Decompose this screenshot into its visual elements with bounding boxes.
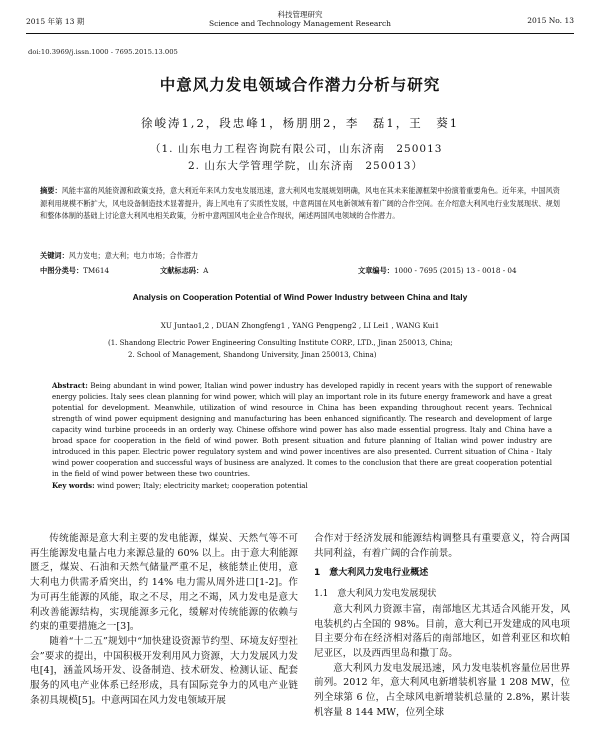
keywords-cn-text: 风力发电；意大利；电力市场；合作潜力 [68, 251, 199, 260]
doc-code-label: 文献标志码： [160, 266, 204, 275]
running-header [26, 8, 574, 32]
body-paragraph: 意大利风力资源丰富，南部地区尤其适合风能开发，风电装机约占全国的 98%。目前，意大利已开发建成的风电项目主要分布在经济相对落后的南部地区，如普利亚区和坎帕尼亚区，以及西西里岛和撒丁岛。 [314, 603, 570, 659]
abstract-en [52, 380, 552, 492]
subsection-heading: 1.1 意大利风力发电发展现状 [314, 589, 437, 600]
body-paragraph: 合作对于经济发展和能源结构调整具有重要意义，符合两国共同利益，有着广阔的合作前景。 [314, 533, 570, 559]
body-paragraph: 意大利风力发电发展迅速，风力发电装机容量位居世界前列。2012 年，意大利风电新增装机容量 1 208 MW，位列全球第 6 位，占全球风电新增装机总量的 2.8%，累计装机容量 8 144 MW，位列全球 [314, 662, 570, 718]
header-rule [26, 33, 574, 34]
keywords-cn-label: 关键词： [40, 251, 69, 260]
abstract-en-text: Being abundant in wind power, Italian wind power industry has developed rapidly in recent years with the support of renewable energy policies. Italy sees clean planning for wind power, which will play an important role in its future energy framework and have a great potential for development. Meanwhile, utilization of wind resource in China has been expanding throughout recent years. Technical strength of wind power equipment designing and manufacturing has been enhanced significantly. The research and development of large capacity wind turbine proceeds in an orderly way. Chinese offshore wind power has also made essential progress. Italy and China have a broad space for cooperation in the field of wind power. Both present situation and future planning of Italian wind power industry are introduced in this paper. Electric power regulatory system and wind power incentives are also presented. Current situation of China - Italy wind power cooperation and successful ways of business are analyzed. It comes to the conclusion that there are great cooperation potential in the field of wind power between these two countries. [52, 382, 552, 478]
author-list-en: XU Juntao1,2 , DUAN Zhongfeng1 , YANG Pengpeng2 , LI Lei1 , WANG Kui1 [160, 321, 440, 330]
body-paragraph: 传统能源是意大利主要的发电能源，煤炭、天然气等不可再生能源发电量占电力来源总量的 60% 以上。由于意大利能源匮乏，煤炭、石油和天然气储量严重不足，核能禁止使用，意大利电力供需矛盾突出，约 14% 电力需从周外进口[1-2]。作为可再生能源的风能，取之不尽，用之不竭，风力发电是意大利改善能源结构，实现能源多元化，缓解对传统能源的依赖与约束的重要措施之一[3]。 [30, 533, 298, 633]
affiliation-en-2: 2. School of Management, Shandong University, Jinan 250013, China) [128, 351, 377, 359]
author-list: 徐峻涛1,2，段忠峰1，杨朋朋2，李 磊1，王 葵1 [140, 116, 460, 130]
keywords-en-label: Key words: [52, 481, 95, 490]
keywords-en-text: wind power; Italy; electricity market; cooperation potential [96, 482, 308, 490]
body-paragraph: 随着“十二五”规划中“加快建设资源节约型、环境友好型社会”要求的提出，中国积极开发利用风力资源，大力发展风力发电[4]，涵盖风场开发、设备制造、技术研发、检测认证、配套服务的风电产业体系已经形成，具有国际竞争力的风电产业链条初具规模[5]。中意两国在风力发电领域开展 [30, 635, 298, 706]
abstract-en-label: Abstract: [52, 381, 88, 390]
affiliation-en-1: (1. Shandong Electric Power Engineering Consulting Institute CORP., LTD., Jinan 250013, China; [108, 339, 453, 347]
journal-name-en: Science and Technology Management Research [208, 19, 392, 28]
issue-label: 2015 年第 13 期 [26, 17, 85, 26]
body-column-left [30, 532, 298, 708]
affiliation-2: 2. 山东大学管理学院，山东济南 250013） [188, 160, 423, 172]
abstract-cn-text: 风能丰富的风能资源和政策支持，意大利近年来风力发电发展迅速，意大利风电发展规划明确，风电在其未来能源框架中扮演着重要角色。近年来，中国风资源利用规模不断扩大，风电设备制造技术显著提升，海上风电有了实质性发展，中意两国在风电新领域有着广阔的合作空间。在介绍意大利风电行业发展现状、规划和整体体制的基础上讨论意大利风电相关政策，分析中意两国风电企业合作现状，阐述两国风电领域的合作潜力。 [40, 186, 560, 220]
body-column-right [314, 532, 570, 720]
paper-title: 中意风力发电领域合作潜力分析与研究 [159, 75, 441, 94]
issue-label-en: 2015 No. 13 [527, 16, 574, 25]
abstract-cn-label: 摘要： [40, 186, 62, 195]
clc-label: 中图分类号： [40, 266, 84, 275]
journal-name-cn: 科技管理研究 [277, 10, 323, 19]
article-no-value: 1000 - 7695 (2015) 13 - 0018 - 04 [393, 266, 517, 275]
keywords-cn [40, 251, 198, 261]
section-heading: 1 意大利风力发电行业概述 [314, 568, 429, 579]
abstract-cn [40, 185, 560, 223]
doi-line: doi:10.3969/j.issn.1000 - 7695.2015.13.005 [28, 48, 178, 56]
doc-code-value: A [203, 266, 209, 275]
clc-value: TM614 [83, 266, 110, 275]
article-no-label: 文章编号： [358, 266, 394, 275]
journal-name [26, 10, 574, 28]
classification-row [40, 266, 560, 276]
paper-title-en: Analysis on Cooperation Potential of Wind Power Industry between China and Italy [132, 292, 468, 302]
affiliation-1: （1. 山东电力工程咨询院有限公司，山东济南 250013 [150, 143, 443, 155]
